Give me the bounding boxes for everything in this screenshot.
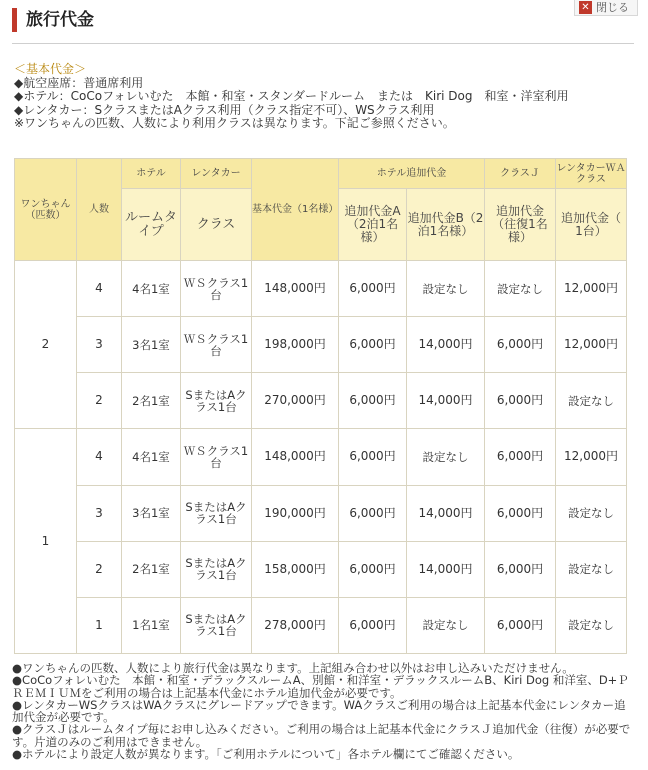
extra-j-cell: 6,000円 bbox=[485, 597, 556, 653]
header-extra-a: 追加代金A（2泊1名様） bbox=[339, 189, 407, 261]
table-row bbox=[15, 429, 627, 485]
extra-b-cell: 設定なし bbox=[407, 429, 485, 485]
base-price-cell: 198,000円 bbox=[252, 317, 339, 373]
close-icon: ✕ bbox=[579, 1, 592, 14]
car-class-cell: ＷＳクラス1台 bbox=[181, 317, 252, 373]
extra-wa-cell: 設定なし bbox=[556, 597, 627, 653]
people-cell: 4 bbox=[77, 429, 122, 485]
header-class: クラス bbox=[181, 189, 252, 261]
extra-wa-cell: 設定なし bbox=[556, 373, 627, 429]
dogs-cell: 1 bbox=[15, 429, 77, 654]
extra-wa-cell: 12,000円 bbox=[556, 261, 627, 317]
extra-b-cell: 14,000円 bbox=[407, 317, 485, 373]
close-button-label: 閉じる bbox=[596, 0, 629, 14]
dogs-cell: 2 bbox=[15, 261, 77, 429]
extra-wa-cell: 設定なし bbox=[556, 485, 627, 541]
car-class-cell: SまたはAクラス1台 bbox=[181, 373, 252, 429]
extra-a-cell: 6,000円 bbox=[339, 317, 407, 373]
extra-j-cell: 6,000円 bbox=[485, 541, 556, 597]
base-price-cell: 148,000円 bbox=[252, 261, 339, 317]
info-line: ※ワンちゃんの匹数、人数により利用クラスは異なります。下記ご参照ください。 bbox=[14, 116, 455, 130]
header-hotel: ホテル bbox=[122, 159, 181, 189]
info-line: ◆航空座席：普通席利用 bbox=[14, 75, 144, 90]
table-row bbox=[15, 541, 627, 597]
base-price-cell: 158,000円 bbox=[252, 541, 339, 597]
extra-j-cell: 設定なし bbox=[485, 261, 556, 317]
header-hotel-extra: ホテル追加代金 bbox=[339, 159, 485, 189]
page-title: 旅行代金 bbox=[26, 10, 94, 30]
car-class-cell: SまたはAクラス1台 bbox=[181, 485, 252, 541]
extra-j-cell: 6,000円 bbox=[485, 317, 556, 373]
extra-j-cell: 6,000円 bbox=[485, 373, 556, 429]
table-row bbox=[15, 485, 627, 541]
note-item: ●ホテルにより設定人数が異なります。「ご利用ホテルについて」各ホテル欄にてご確認ください。 bbox=[12, 747, 520, 762]
extra-wa-cell: 12,000円 bbox=[556, 429, 627, 485]
info-line: ◆レンタカー：SクラスまたはAクラス利用（クラス指定不可）、WSクラス利用 bbox=[14, 102, 435, 117]
people-cell: 4 bbox=[77, 261, 122, 317]
extra-b-cell: 14,000円 bbox=[407, 373, 485, 429]
extra-b-cell: 設定なし bbox=[407, 261, 485, 317]
people-cell: 3 bbox=[77, 317, 122, 373]
room-cell: 4名1室 bbox=[122, 429, 181, 485]
table-row bbox=[15, 317, 627, 373]
extra-a-cell: 6,000円 bbox=[339, 485, 407, 541]
info-line: ◆ホテル：CoCoフォレいむた 本館・和室・スタンダードルーム または Kiri Dog 和室・洋室利用 bbox=[14, 89, 569, 103]
header-rentacar: レンタカー bbox=[181, 159, 252, 189]
table-row bbox=[15, 261, 627, 317]
people-cell: 2 bbox=[77, 373, 122, 429]
room-cell: 1名1室 bbox=[122, 597, 181, 653]
table-row bbox=[15, 373, 627, 429]
car-class-cell: SまたはAクラス1台 bbox=[181, 541, 252, 597]
extra-b-cell: 設定なし bbox=[407, 597, 485, 653]
note-item: ●レンタカーWSクラスはWAクラスにグレードアップできます。WAクラスご利用の場合は上記基本代金にレンタカー追加代金が必要です。 bbox=[12, 697, 626, 725]
extra-a-cell: 6,000円 bbox=[339, 429, 407, 485]
room-cell: 3名1室 bbox=[122, 317, 181, 373]
base-price-cell: 148,000円 bbox=[252, 429, 339, 485]
car-class-cell: ＷＳクラス1台 bbox=[181, 429, 252, 485]
info-heading: ＜基本代金＞ bbox=[14, 62, 87, 76]
header-extra-b: 追加代金B（2泊1名様） bbox=[407, 189, 485, 261]
room-cell: 2名1室 bbox=[122, 541, 181, 597]
extra-b-cell: 14,000円 bbox=[407, 541, 485, 597]
extra-a-cell: 6,000円 bbox=[339, 261, 407, 317]
table-row bbox=[15, 597, 627, 653]
extra-wa-cell: 12,000円 bbox=[556, 317, 627, 373]
header-base-price: 基本代金（1名様） bbox=[252, 159, 339, 261]
car-class-cell: ＷＳクラス1台 bbox=[181, 261, 252, 317]
price-table bbox=[14, 158, 627, 654]
people-cell: 2 bbox=[77, 541, 122, 597]
people-cell: 1 bbox=[77, 597, 122, 653]
extra-wa-cell: 設定なし bbox=[556, 541, 627, 597]
people-cell: 3 bbox=[77, 485, 122, 541]
note-item: ●ワンちゃんの匹数、人数により旅行代金は異なります。上記組み合わせ以外はお申し込みいただけません。 bbox=[12, 661, 574, 675]
header-extra-wa: 追加代金（ 1台） bbox=[556, 189, 627, 261]
base-price-cell: 190,000円 bbox=[252, 485, 339, 541]
note-item: ●CoCoフォレいむた 本館・和室・デラックスルームA、別館・和洋室・デラックスルームB、Kiri Dog 和洋室、D+ＰＲＥＭＩＵＭをご利用の場合は上記基本代金にホテル追加代金が必要です。 bbox=[12, 673, 629, 700]
extra-a-cell: 6,000円 bbox=[339, 541, 407, 597]
header-extra-j: 追加代金（往復1名様） bbox=[485, 189, 556, 261]
header-class-j: クラスＪ bbox=[485, 159, 556, 189]
extra-a-cell: 6,000円 bbox=[339, 597, 407, 653]
extra-j-cell: 6,000円 bbox=[485, 485, 556, 541]
page-title-bar bbox=[12, 4, 634, 44]
header-room-type: ルームタイプ bbox=[122, 189, 181, 261]
room-cell: 2名1室 bbox=[122, 373, 181, 429]
note-item: ●クラスＪはルームタイプ毎にお申し込みください。ご利用の場合は上記基本代金にクラスＪ追加代金（往復）が必要です。片道のみのご利用はできません。 bbox=[12, 722, 631, 749]
extra-a-cell: 6,000円 bbox=[339, 373, 407, 429]
base-price-cell: 270,000円 bbox=[252, 373, 339, 429]
notes-section bbox=[12, 662, 636, 760]
room-cell: 4名1室 bbox=[122, 261, 181, 317]
header-rentacar-wa: レンタカーＷＡクラス bbox=[556, 159, 627, 189]
room-cell: 3名1室 bbox=[122, 485, 181, 541]
base-price-info bbox=[14, 63, 630, 131]
header-people: 人数 bbox=[77, 159, 122, 261]
extra-j-cell: 6,000円 bbox=[485, 429, 556, 485]
header-dogs: ワンちゃん（匹数） bbox=[15, 159, 77, 261]
title-accent-bar bbox=[12, 8, 17, 32]
car-class-cell: SまたはAクラス1台 bbox=[181, 597, 252, 653]
extra-b-cell: 14,000円 bbox=[407, 485, 485, 541]
base-price-cell: 278,000円 bbox=[252, 597, 339, 653]
